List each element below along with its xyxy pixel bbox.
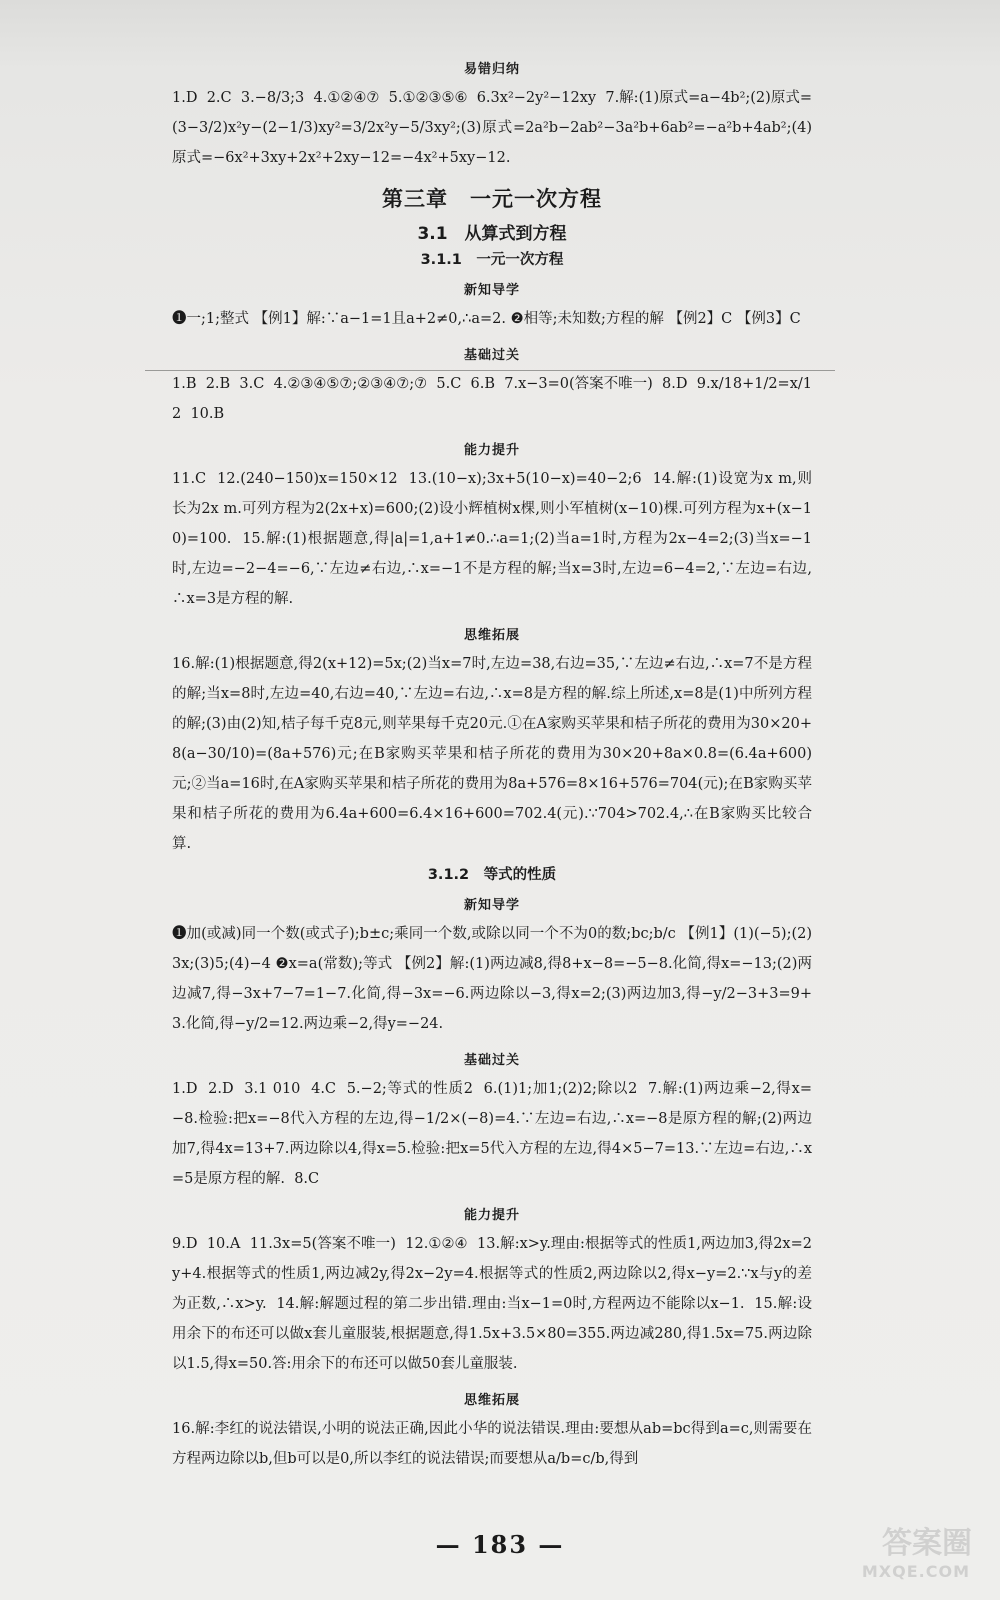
section-heading: 基础过关 [463,348,520,363]
answer-paragraph: 9.D 10.A 11.3x=5(答案不唯一) 12.①②④ 13.解:x>y.理由:根据等式的性质1,两边加3,得2x=2y+4.根据等式的性质1,两边减2y,得2x−2y=4.根据等式的性质2,两边除以2,得x−y=2.∵x与y的差为正数,∴x>y. 14.解:解题过程的第二步出错.理由:当x−1=0时,方程两边不能除以x−1. 15.解:设用余下的布还可以做x套儿童服装,根据题意,得1.5x+3.5×80=355.两边减280,得1.5x=75.两边除以1.5,得x=50.答:用余下的布还可以做50套儿童服装. [172,1236,812,1372]
answer-paragraph: 16.解:李红的说法错误,小明的说法正确,因此小华的说法错误.理由:要想从ab=bc得到a=c,则需要在方程两边除以b,但b可以是0,所以李红的说法错误;而要想从a/b=c/b,得到 [172,1421,812,1467]
answer-paragraph: 1.D 2.C 3.−8/3;3 4.①②④⑦ 5.①②③⑤⑥ 6.3x²−2y²−12xy 7.解:(1)原式=a−4b²;(2)原式=(3−3/2)x²y−(2−1/3)xy²=3/2x²y−5/3xy²;(3)原式=2a²b−2ab²−3a²b+6ab²=−a²b+4ab²;(4)原式=−6x²+3xy+2x²+2xy−12=−4x²+5xy−12. [172,90,812,166]
section-divider [145,370,835,371]
answer-paragraph: 1.B 2.B 3.C 4.②③④⑤⑦;②③④⑦;⑦ 5.C 6.B 7.x−3=0(答案不唯一) 8.D 9.x/18+1/2=x/12 10.B [172,376,812,422]
answer-content [172,48,812,1474]
watermark-logo [802,1518,972,1588]
section-heading: 新知导学 [463,283,520,298]
section-title: 3.1 从算式到方程 [417,224,567,244]
section-heading: 易错归纳 [463,62,520,77]
section-heading: 能力提升 [463,1208,520,1223]
section-heading: 思维拓展 [463,1393,520,1408]
watermark-url: MXQE.COM [861,1562,970,1581]
subsection-title: 3.1.2 等式的性质 [427,867,557,883]
answer-paragraph: ❶加(或减)同一个数(或式子);b±c;乘同一个数,或除以同一个不为0的数;bc;b/c 【例1】(1)(−5);(2)3x;(3)5;(4)−4 ❷x=a(常数);等式 【例2】解:(1)两边减8,得8+x−8=−5−8.化简,得x=−13;(2)两边减7,得−3x+7−7=1−7.化简,得−3x=−6.两边除以−3,得x=2;(3)两边加3,得−y/2−3+3=9+3.化简,得−y/2=12.两边乘−2,得y=−24. [172,926,812,1032]
answer-paragraph: 16.解:(1)根据题意,得2(x+12)=5x;(2)当x=7时,左边=38,右边=35,∵左边≠右边,∴x=7不是方程的解;当x=8时,左边=40,右边=40,∵左边=右边,∴x=8是方程的解.综上所述,x=8是(1)中所列方程的解;(3)由(2)知,桔子每千克8元,则苹果每千克20元.①在A家购买苹果和桔子所花的费用为30×20+8(a−30/10)=(8a+576)元;在B家购买苹果和桔子所花的费用为30×20+8a×0.8=(6.4a+600)元;②当a=16时,在A家购买苹果和桔子所花的费用为8a+576=8×16+576=704(元);在B家购买苹果和桔子所花的费用为6.4a+600=6.4×16+600=702.4(元).∵704>702.4,∴在B家购买比较合算. [172,656,812,852]
section-heading: 新知导学 [463,898,520,913]
answer-paragraph: 11.C 12.(240−150)x=150×12 13.(10−x);3x+5(10−x)=40−2;6 14.解:(1)设宽为x m,则长为2x m.可列方程为2(2x+x)=600;(2)设小辉植树x棵,则小军植树(x−10)棵.可列方程为x+(x−10)=100. 15.解:(1)根据题意,得|a|=1,a+1≠0.∴a=1;(2)当a=1时,方程为2x−4=2;(3)当x=−1时,左边=−2−4=−6,∵左边≠右边,∴x=−1不是方程的解;当x=3时,左边=6−4=2,∵左边=右边,∴x=3是方程的解. [172,471,812,607]
section-heading: 基础过关 [463,1053,520,1068]
watermark-text: 答案圈 [882,1526,972,1561]
section-heading: 思维拓展 [463,628,520,643]
section-heading: 能力提升 [463,443,520,458]
subsection-title: 3.1.1 一元一次方程 [420,252,564,268]
page-number: — 183 — [435,1530,565,1559]
chapter-title: 第三章 一元一次方程 [382,186,602,211]
answer-paragraph: 1.D 2.D 3.1 010 4.C 5.−2;等式的性质2 6.(1)1;加1;(2)2;除以2 7.解:(1)两边乘−2,得x=−8.检验:把x=−8代入方程的左边,得−1/2×(−8)=4.∵左边=右边,∴x=−8是原方程的解;(2)两边加7,得4x=13+7.两边除以4,得x=5.检验:把x=5代入方程的左边,得4×5−7=13.∵左边=右边,∴x=5是原方程的解. 8.C [172,1081,812,1187]
answer-paragraph: ❶一;1;整式 【例1】解:∵a−1=1且a+2≠0,∴a=2. ❷相等;未知数;方程的解 【例2】C 【例3】C [172,311,801,327]
